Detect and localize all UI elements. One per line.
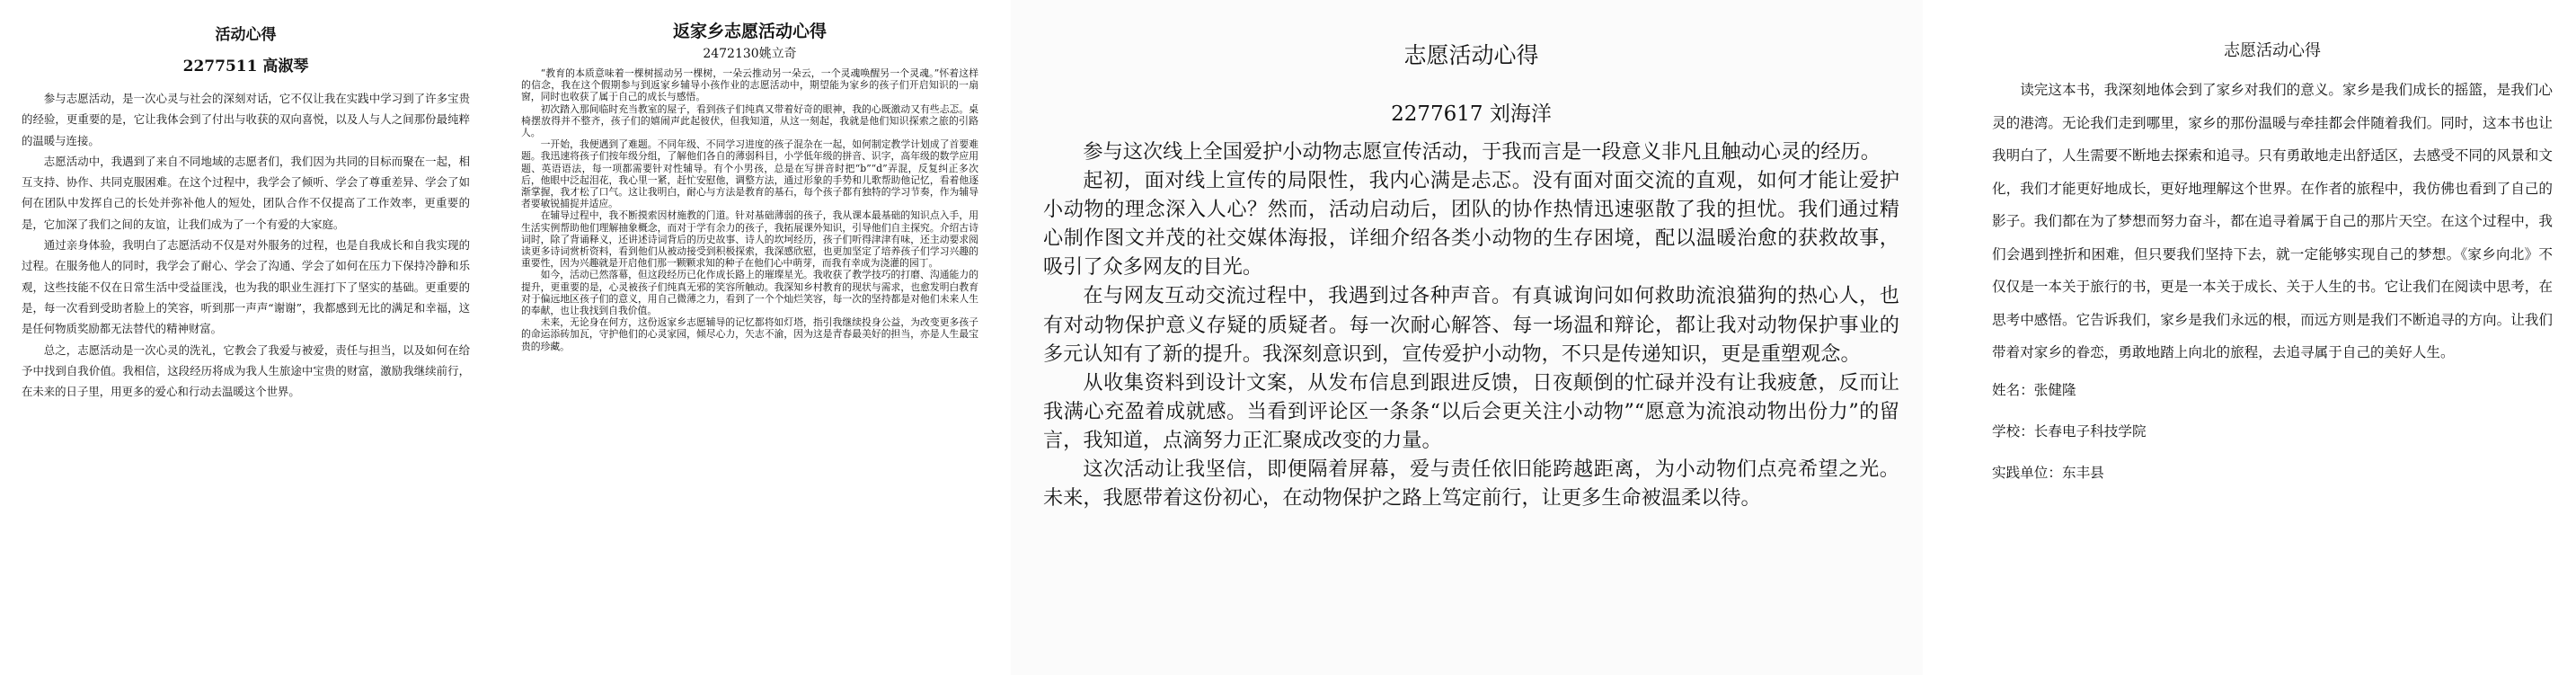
doc-paragraph: 在辅导过程中，我不断摸索因材施教的门道。针对基础薄弱的孩子，我从课本最基础的知识点入手，用生活实例帮助他们理解抽象概念，而对于学有余力的孩子，我拓展课外知识，引导他们自主探究。介绍古诗词时，除了背诵释义，还讲述诗词背后的历史故事、诗人的坎坷经历，孩子们听得津津有味，还主动要求阅读更多诗词赏析资料，看到他们从被动接受到积极探索，我深感欣慰，也更加坚定了培养孩子们学习兴趣的重要性，因为兴趣就是开启他们那一颗颗求知的种子在他们心中萌芽，而我有幸成为浇灌的园丁。: [521, 209, 978, 270]
doc-paragraph: 总之，志愿活动是一次心灵的洗礼，它教会了我爱与被爱，责任与担当，以及如何在给予中找到自我价值。我相信，这段经历将成为我人生旅途中宝贵的财富，激励我继续前行，在未来的日子里，用更多的爱心和行动去温暖这个世界。: [22, 342, 470, 399]
document-panel-3: [1011, 0, 1923, 675]
signature-block: [1992, 369, 2553, 493]
document-panel-1: [0, 0, 490, 675]
doc-author-line: 2277511 高淑琴: [182, 58, 309, 75]
signature-school: 学校：长春电子科技学院: [1992, 422, 2147, 440]
doc-paragraph: 读完这本书，我深刻地体会到了家乡对我们的意义。家乡是我们成长的摇篮，是我们心灵的港湾。无论我们走到哪里，家乡的那份温暖与牵挂都会伴随着我们。同时，这本书也让我明白了，人生需要不断地去探索和追寻。只有勇敢地走出舒适区，去感受不同的风景和文化，我们才能更好地成长，更好地理解这个世界。在作者的旅程中，我仿佛也看到了自己的影子。我们都在为了梦想而努力奋斗，都在追寻着属于自己的那片天空。在这个过程中，我们会遇到挫折和困难，但只要我们坚持下去，就一定能够实现自己的梦想。《家乡向北》不仅仅是一本关于旅行的书，更是一本关于成长、关于人生的书。它让我们在阅读中思考，在思考中感悟。它告诉我们，家乡是我们永远的根，而远方则是我们不断追寻的方向。让我们带着对家乡的眷恋，勇敢地踏上向北的旅程，去追寻属于自己的美好人生。: [1992, 82, 2553, 360]
doc-paragraph: 这次活动让我坚信，即便隔着屏幕，爱与责任依旧能跨越距离，为小动物们点亮希望之光。未来，我愿带着这份初心，在动物保护之路上笃定前行，让更多生命被温柔以待。: [1043, 457, 1899, 511]
doc-title: 返家乡志愿活动心得: [672, 22, 827, 41]
doc-title: 志愿活动心得: [2224, 41, 2321, 60]
doc-title: 活动心得: [215, 26, 277, 44]
doc-paragraph: 在与网友互动交流过程中，我遇到过各种声音。有真诚询问如何救助流浪猫狗的热心人，也有对动物保护意义存疑的质疑者。每一次耐心解答、每一场温和辩论，都让我对动物保护事业的多元认知有了新的提升。我深刻意识到，宣传爱护小动物，不只是传递知识，更是重塑观念。: [1043, 284, 1899, 366]
doc-paragraph: 如今，活动已然落幕，但这段经历已化作成长路上的璀璨星光。我收获了教学技巧的打磨、沟通能力的提升，更重要的是，心灵被孩子们纯真无邪的笑容所触动。我深知乡村教育的现状与需求，也愈发明白教育对于偏远地区孩子们的意义，用自己微薄之力，看到了一个个灿烂笑容，每一次的坚持都是对他们未来人生的奉献，也让我找到自我价值。: [521, 269, 978, 317]
doc-paragraph: 志愿活动中，我遇到了来自不同地域的志愿者们，我们因为共同的目标而聚在一起，相互支持、协作、共同克服困难。在这个过程中，我学会了倾听、学会了尊重差异、学会了如何在团队中发挥自己的长处并弥补他人的短处，团队合作不仅提高了工作效率，更重要的是，它加深了我们之间的友谊，让我们成为了一个有爱的大家庭。: [22, 154, 470, 231]
doc-author-line: 2277617 刘海洋: [1391, 102, 1552, 126]
document-panel-2: [503, 0, 993, 675]
doc-paragraph: 初次踏入那间临时充当教室的屋子，看到孩子们纯真又带着好奇的眼神，我的心既激动又有些忐忑。桌椅摆放得并不整齐，孩子们的嬉闹声此起彼伏，但我知道，从这一刻起，我就是他们知识探索之旅的引路人。: [521, 102, 978, 139]
doc-paragraph: “教育的本质意味着一棵树摇动另一棵树，一朵云推动另一朵云，一个灵魂唤醒另一个灵魂。”怀着这样的信念，我在这个假期参与到返家乡辅导小孩作业的志愿活动中，期望能为家乡的孩子们开启知识的一扇窗，同时也收获了属于自己的成长与感悟。: [521, 67, 978, 103]
doc-paragraph: 从收集资料到设计文案，从发布信息到跟进反馈，日夜颠倒的忙碌并没有让我疲惫，反而让我满心充盈着成就感。当看到评论区一条条“以后会更关注小动物”“愿意为流浪动物出份力”的留言，我知道，点滴努力正汇聚成改变的力量。: [1043, 370, 1899, 452]
signature-unit: 实践单位：东丰县: [1992, 464, 2104, 481]
doc-paragraph: 参与志愿活动，是一次心灵与社会的深刻对话，它不仅让我在实践中学习到了许多宝贵的经验，更重要的是，它让我体会到了付出与收获的双向喜悦，以及人与人之间那份最纯粹的温暖与连接。: [22, 92, 470, 147]
doc-title: 志愿活动心得: [1403, 42, 1539, 68]
doc-author-line: 2472130姚立奇: [703, 47, 797, 61]
signature-name: 姓名：张健隆: [1992, 381, 2076, 398]
doc-paragraph: 起初，面对线上宣传的局限性，我内心满是忐忑。没有面对面交流的直观，如何才能让爱护小动物的理念深入人心？然而，活动启动后，团队的协作热情迅速驱散了我的担忧。我们通过精心制作图文并茂的社交媒体海报，详细介绍各类小动物的生存困境，配以温暖治愈的获救故事，吸引了众多网友的目光。: [1043, 169, 1899, 280]
document-panel-4: [1945, 0, 2576, 675]
doc-paragraph: 未来，无论身在何方，这份返家乡志愿辅导的记忆都将如灯塔，指引我继续投身公益，为改变更多孩子的命运添砖加瓦，守护他们的心灵家园，倾尽心力，矢志不渝，因为这是青春最美好的担当，亦是人生最宝贵的珍藏。: [521, 316, 978, 352]
doc-paragraph: 通过亲身体验，我明白了志愿活动不仅是对外服务的过程，也是自我成长和自我实现的过程。在服务他人的同时，我学会了耐心、学会了沟通、学会了如何在压力下保持冷静和乐观，这些技能不仅在日常生活中受益匪浅，也为我的职业生涯打下了坚实的基础。更重要的是，每一次看到受助者脸上的笑容，听到那一声声“谢谢”，我都感到无比的满足和幸福，这是任何物质奖励都无法替代的精神财富。: [22, 238, 470, 336]
doc-paragraph: 参与这次线上全国爱护小动物志愿宣传活动，于我而言是一段意义非凡且触动心灵的经历。: [1083, 140, 1881, 164]
doc-paragraph: 一开始，我便遇到了难题。不同年级、不同学习进度的孩子混杂在一起，如何制定教学计划成了首要难题。我迅速将孩子们按年级分组，了解他们各自的薄弱科目，小学低年级的拼音、识字，高年级的数学应用题、英语语法，每一项都需要针对性辅导。有个小男孩，总是在写拼音时把“b”“d”弄混，反复纠正多次后，他眼中泛起泪花，我心里一紧，赶忙安慰他，调整方法，通过形象的手势和儿歌帮助他记忆，看着他逐渐掌握，我才松了口气。这让我明白，耐心与方法是教育的基石，每个孩子都有独特的学习节奏，作为辅导者要敏锐捕捉并适应。: [521, 138, 978, 210]
